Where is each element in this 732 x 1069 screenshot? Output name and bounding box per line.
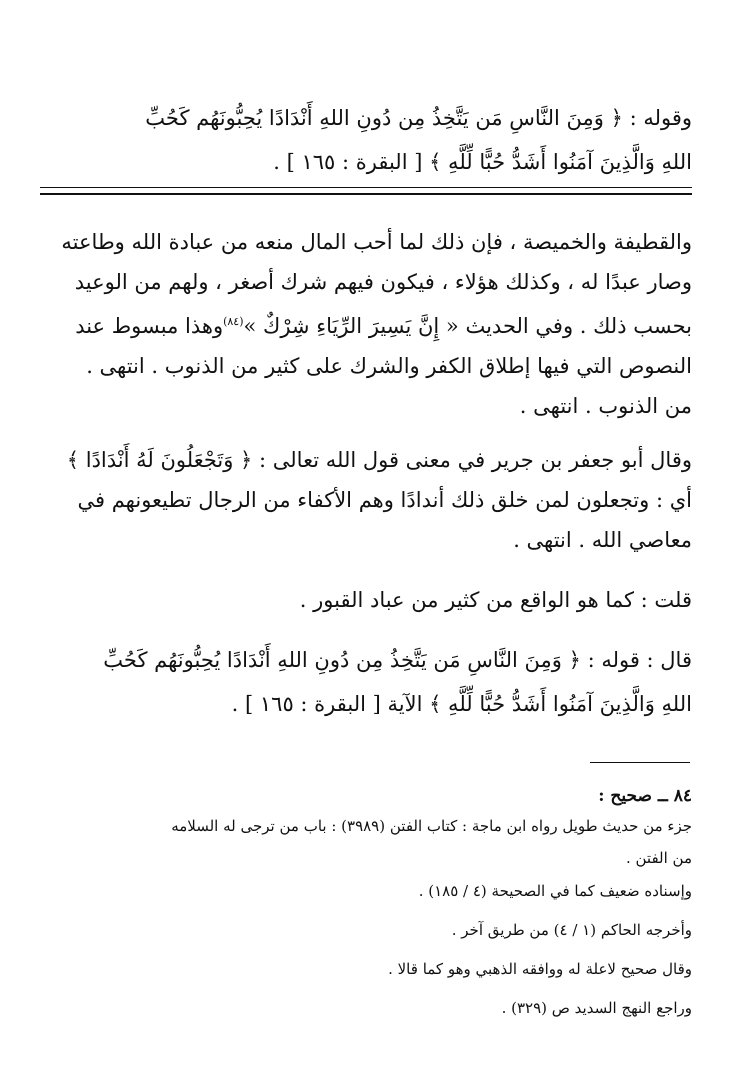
text-line: قلت : كما هو الواقع من كثير من عباد القبور . [299, 588, 692, 612]
footnote-item: وإسناده ضعيف كما في الصحيحة (٤ / ١٨٥) . [418, 882, 692, 900]
text-line: والقطيفة والخميصة ، فإن ذلك لما أحب المال منعه من عبادة الله وطاعته [61, 230, 692, 254]
text-line: جزء من حديث طويل رواه ابن ماجة : كتاب الفتن (٣٩٨٩) : باب من ترجى له السلامه [171, 817, 692, 835]
text-line: اللهِ وَالَّذِينَ آمَنُوا أَشَدُّ حُبًّا لِّلَّهِ ﴾ الآية [ البقرة : ١٦٥ ] . [231, 692, 692, 716]
text-line: وصار عبدًا له ، وكذلك هؤلاء ، فيكون فيهم شرك أصغر ، ولهم من الوعيد [74, 270, 692, 294]
paragraph-author-note [40, 580, 692, 620]
text-line: معاصي الله . انتهى . [513, 528, 692, 552]
text-line: من الفتن . [625, 849, 692, 867]
text-line: وقوله : ﴿ وَمِنَ النَّاسِ مَن يَتَّخِذُ مِن دُونِ اللهِ أَنْدَادًا يُحِبُّونَهُم كَحُبِّ [145, 106, 692, 130]
paragraph-commentary [40, 222, 692, 426]
footnote-item: وراجع النهج السديد ص (٣٢٩) . [501, 999, 692, 1017]
text-line: قال : قوله : ﴿ وَمِنَ النَّاسِ مَن يَتَّخِذُ مِن دُونِ اللهِ أَنْدَادًا يُحِبُّونَهُم كَحُبِّ [103, 648, 692, 672]
footnote-body [40, 810, 692, 874]
hadith-quote: بحسب ذلك . وفي الحديث « إِنَّ يَسِيرَ الرِّيَاءِ شِرْكٌ » [243, 314, 692, 338]
header-divider-thin [40, 187, 692, 188]
footnote-item: وقال صحيح لاعلة له ووافقه الذهبي وهو كما قالا . [388, 960, 692, 978]
text-line: وقال أبو جعفر بن جرير في معنى قول الله تعالى : ﴿ وَتَجْعَلُونَ لَهُ أَنْدَادًا ﴾ [66, 448, 692, 472]
header-divider-thick [40, 193, 692, 195]
footnote-list [40, 872, 692, 1028]
footnote-title: ٨٤ ــ صحيح : [598, 786, 692, 806]
paragraph-ibn-jarir [40, 440, 692, 560]
footnote-reference: (٨٤) [223, 315, 244, 328]
text-line: أي : وتجعلون لمن خلق ذلك أندادًا وهم الأكفاء من الرجال تطيعونهم في [77, 488, 692, 512]
paragraph-verse-quote [40, 638, 692, 726]
text-line: النصوص التي فيها إطلاق الكفر والشرك على كثير من الذنوب . انتهى . [86, 354, 692, 378]
footnote-item: وأخرجه الحاكم (١ / ٤) من طريق آخر . [451, 921, 692, 939]
text-line: من الذنوب . انتهى . [519, 394, 692, 418]
text-fragment: وهذا مبسوط عند [75, 314, 224, 338]
text-line: اللهِ وَالَّذِينَ آمَنُوا أَشَدُّ حُبًّا لِّلَّهِ ﴾ [ البقرة : ١٦٥ ] . [273, 150, 692, 174]
footnote-separator [590, 762, 690, 763]
text-line-with-reference [40, 302, 692, 346]
opening-verse-quote [40, 96, 692, 184]
